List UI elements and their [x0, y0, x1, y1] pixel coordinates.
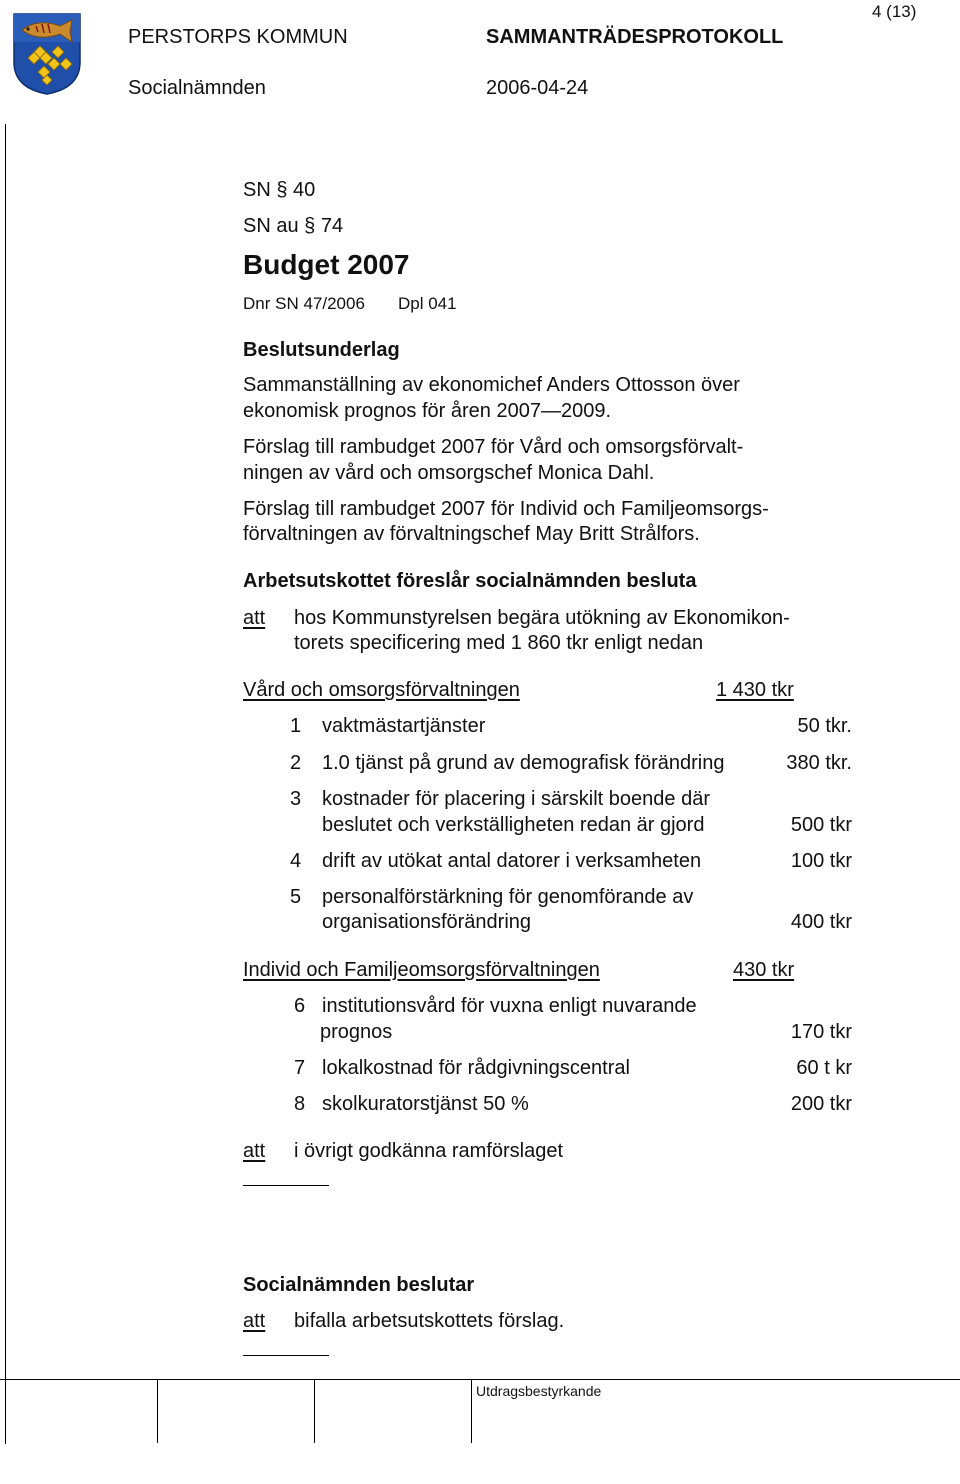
- item-amount: 400 tkr: [790, 911, 852, 933]
- item-text: drift av utökat antal datorer i verksamheten: [322, 850, 702, 872]
- item-text: lokalkostnad för rådgivningscentral: [322, 1057, 630, 1079]
- basis-paragraph-3-line-1: Förslag till rambudget 2007 för Individ och Familjeomsorgs-: [243, 498, 769, 520]
- footer-top-border: [0, 1379, 960, 1380]
- basis-paragraph-1-line-2: ekonomisk prognos för åren 2007—2009.: [243, 400, 612, 422]
- item-text-continued: organisationsförändring: [322, 911, 532, 933]
- item-text: personalförstärkning för genomförande av: [322, 886, 694, 908]
- dpl-number: Dpl 041: [398, 294, 457, 313]
- att-clause-1-line-1: hos Kommunstyrelsen begära utökning av Ekonomikon-: [294, 607, 790, 629]
- item-number: 8: [294, 1093, 306, 1115]
- basis-paragraph-1-line-1: Sammanställning av ekonomichef Anders Ottosson över: [243, 374, 740, 396]
- diary-number: Dnr SN 47/2006: [243, 294, 365, 313]
- certification-label: Utdragsbestyrkande: [476, 1383, 602, 1399]
- case-title: Budget 2007: [243, 249, 410, 280]
- section-1-amount: 1 430 tkr: [716, 679, 794, 701]
- footer-box-divider: [471, 1379, 472, 1443]
- item-amount: 60 t kr: [796, 1057, 852, 1079]
- item-amount: 170 tkr: [790, 1021, 852, 1043]
- left-margin-line: [5, 124, 6, 1444]
- section-2-amount: 430 tkr: [733, 959, 795, 981]
- item-number: 1: [290, 715, 302, 737]
- separator-line: [243, 1185, 329, 1186]
- item-text: skolkuratorstjänst 50 %: [322, 1093, 529, 1115]
- item-number: 5: [290, 886, 302, 908]
- document-type: SAMMANTRÄDESPROTOKOLL: [486, 26, 784, 48]
- municipality-name: PERSTORPS KOMMUN: [128, 26, 348, 48]
- basis-heading: Beslutsunderlag: [243, 339, 400, 361]
- item-number: 6: [294, 995, 306, 1017]
- att-label-3: att: [243, 1310, 266, 1332]
- item-text-continued: prognos: [320, 1021, 393, 1043]
- item-number: 7: [294, 1057, 306, 1079]
- item-text-continued: beslutet och verkställigheten redan är gjord: [322, 814, 705, 836]
- committee-name: Socialnämnden: [128, 77, 266, 99]
- sn-paragraph-ref: SN § 40: [243, 179, 316, 201]
- item-amount: 380 tkr.: [786, 752, 852, 774]
- footer-box-divider: [314, 1379, 315, 1443]
- item-amount: 500 tkr: [790, 814, 852, 836]
- att-clause-1-line-2: torets specificering med 1 860 tkr enligt nedan: [294, 632, 704, 654]
- item-text: institutionsvård för vuxna enligt nuvarande: [322, 995, 697, 1017]
- decision-clause: bifalla arbetsutskottets förslag.: [294, 1310, 565, 1332]
- att-label-1: att: [243, 607, 266, 629]
- item-number: 4: [290, 850, 302, 872]
- item-amount: 200 tkr: [790, 1093, 852, 1115]
- att-clause-2: i övrigt godkänna ramförslaget: [294, 1140, 564, 1162]
- item-amount: 100 tkr: [790, 850, 852, 872]
- proposal-heading: Arbetsutskottet föreslår socialnämnden besluta: [243, 570, 697, 592]
- section-2-name: Individ och Familjeomsorgsförvaltningen: [243, 959, 600, 981]
- item-text: vaktmästartjänster: [322, 715, 486, 737]
- sn-au-paragraph-ref: SN au § 74: [243, 215, 344, 237]
- decision-heading: Socialnämnden beslutar: [243, 1274, 475, 1296]
- separator-line: [243, 1355, 329, 1356]
- item-text: kostnader för placering i särskilt boende där: [322, 788, 710, 810]
- att-label-2: att: [243, 1140, 266, 1162]
- section-1-name: Vård och omsorgsförvaltningen: [243, 679, 520, 701]
- page-number: 4 (13): [872, 2, 917, 21]
- meeting-date: 2006-04-24: [486, 77, 589, 99]
- basis-paragraph-3-line-2: förvaltningen av förvaltningschef May Britt Strålfors.: [243, 523, 700, 545]
- basis-paragraph-2-line-1: Förslag till rambudget 2007 för Vård och omsorgsförvalt-: [243, 436, 744, 458]
- item-number: 2: [290, 752, 302, 774]
- item-number: 3: [290, 788, 302, 810]
- item-text: 1.0 tjänst på grund av demografisk förändring: [322, 752, 725, 774]
- municipality-coat-of-arms-logo: [12, 12, 82, 96]
- basis-paragraph-2-line-2: ningen av vård och omsorgschef Monica Dahl.: [243, 462, 655, 484]
- item-amount: 50 tkr.: [797, 715, 852, 737]
- footer-box-divider: [157, 1379, 158, 1443]
